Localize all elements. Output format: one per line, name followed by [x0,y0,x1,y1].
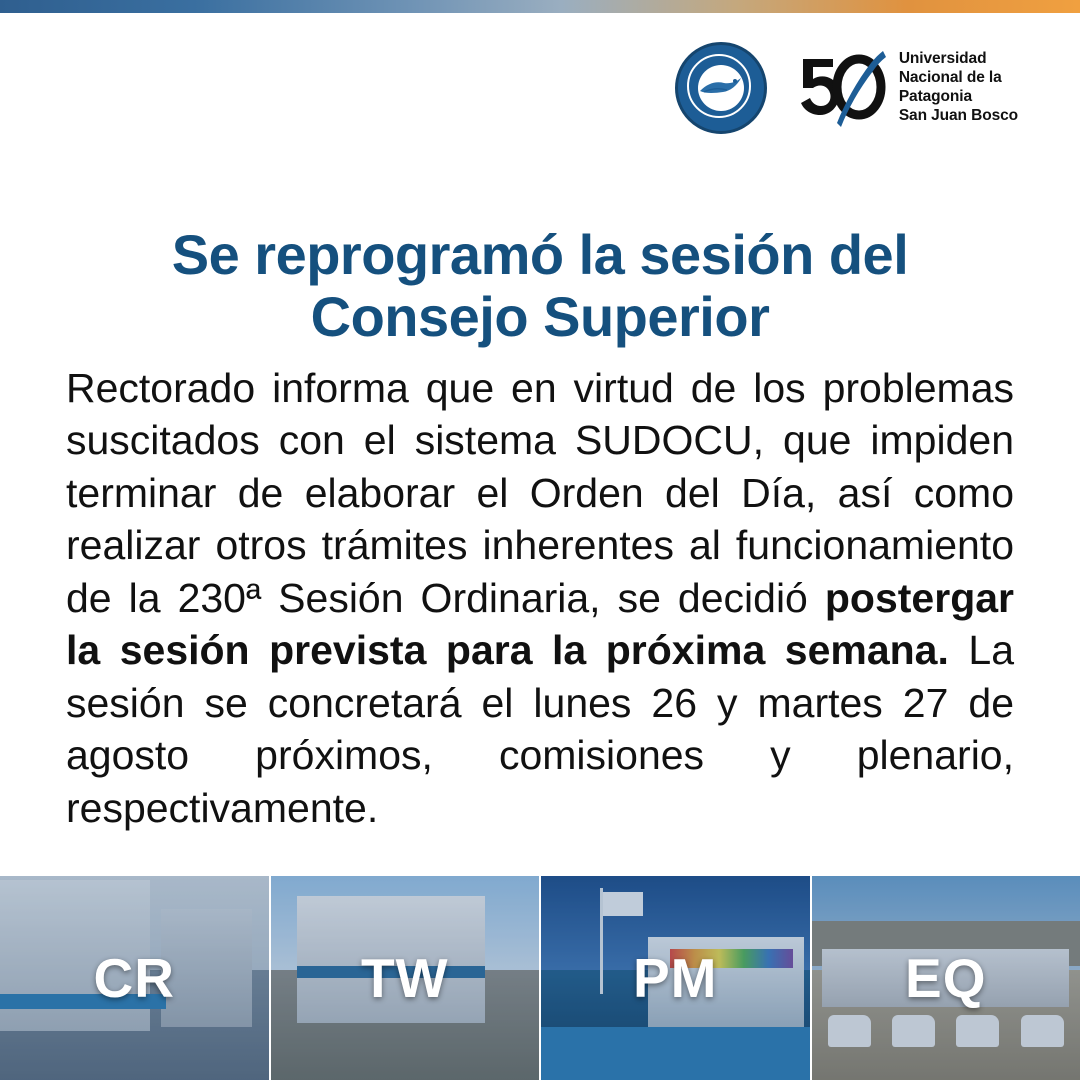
body-bold-highlight: postergar la sesión prevista para la próxima semana. [66,574,1014,674]
campus-photo-pm [541,876,812,1080]
body-part-2: La sesión se concretará el lunes 26 y martes 27 de agosto próximos, comisiones y plenario, respectivamente. [66,627,1015,831]
campus-photo-cr [0,876,271,1080]
institution-line-4: San Juan Bosco [898,106,1018,124]
campus-code-label: EQ [905,947,987,1009]
announcement-body [66,362,1014,834]
campus-code-label: TW [360,947,449,1009]
university-seal-icon [675,42,767,134]
institution-name [899,50,1018,126]
header-logos [675,42,1018,134]
fifty-years-icon [793,45,889,131]
page-title: Se reprogramó la sesión del Consejo Superior [171,222,909,349]
campus-photo-tw [271,876,542,1080]
institution-line-2: Nacional de la [898,69,1002,87]
campus-code-label: PM [633,947,718,1009]
top-gradient-stripe [0,0,1080,13]
campus-photo-strip [0,876,1080,1080]
campus-code-label: CR [93,947,175,1009]
body-part-1: Rectorado informa que en virtud de los problemas suscitados con el sistema SUDOCU, que impiden terminar de elaborar el Orden del Día, así como realizar otros trámites inherentes al funcionamiento de la 230ª Sesión Ordinaria, se decidió [66,365,1014,621]
campus-photo-eq [812,876,1080,1080]
institution-line-1: Universidad [898,50,987,68]
anniversary-logo [793,45,1018,131]
institution-line-3: Patagonia [898,88,972,105]
